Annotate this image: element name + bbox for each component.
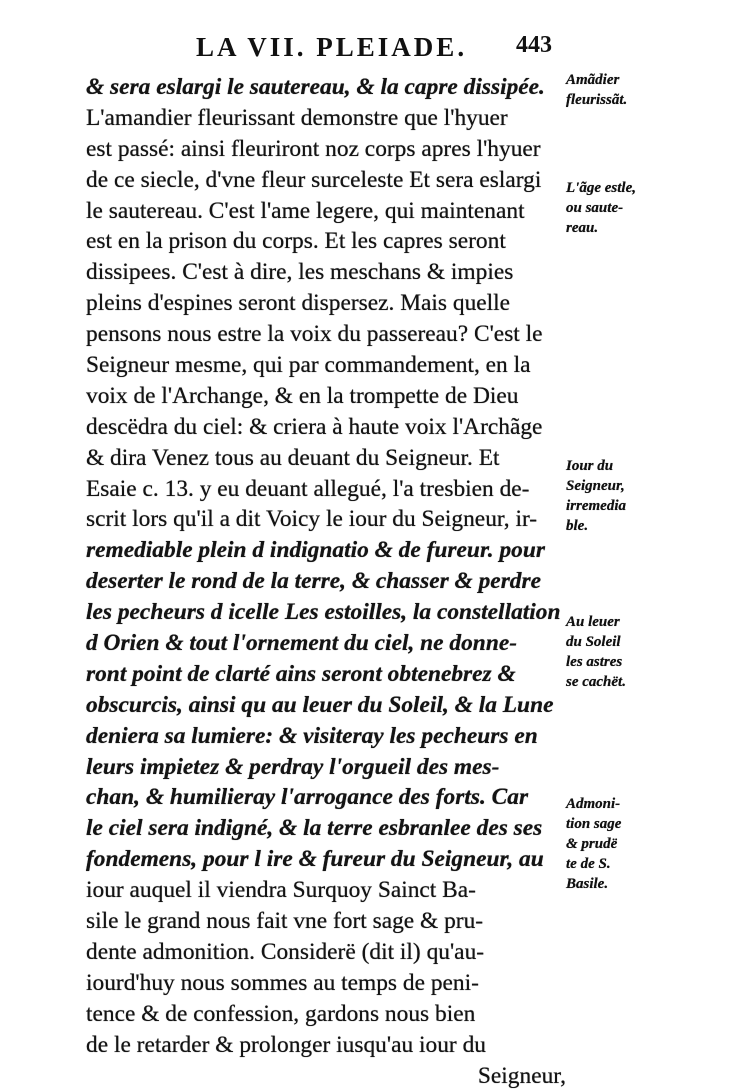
text-line: dissipees. C'est à dire, les meschans & impies bbox=[86, 257, 564, 288]
text-line: chan, & humilieray l'arrogance des forts. Car bbox=[86, 782, 564, 813]
text-line: sile le grand nous fait vne fort sage & pru- bbox=[86, 906, 564, 937]
margin-note-line: Au leuer bbox=[566, 612, 626, 632]
margin-note-line: reau. bbox=[566, 218, 636, 238]
text-line: deniera sa lumiere: & visiteray les pecheurs en bbox=[86, 721, 564, 752]
margin-note-line: ble. bbox=[566, 516, 626, 536]
text-line: & dira Venez tous au deuant du Seigneur. Et bbox=[86, 443, 564, 474]
text-line: Esaie c. 13. y eu deuant allegué, l'a tresbien de- bbox=[86, 474, 564, 505]
text-line: descëdra du ciel: & criera à haute voix l'Archãge bbox=[86, 412, 564, 443]
margin-note-line: du Soleil bbox=[566, 632, 626, 652]
text-line: iour auquel il viendra Surquoy Sainct Ba- bbox=[86, 875, 564, 906]
margin-note-line: te de S. bbox=[566, 854, 621, 874]
margin-note bbox=[566, 178, 636, 238]
text-line: le ciel sera indigné, & la terre esbranlee des ses bbox=[86, 813, 564, 844]
text-line: & sera eslargi le sautereau, & la capre dissipée. bbox=[86, 72, 564, 103]
margin-note-line: Admoni- bbox=[566, 794, 621, 814]
text-line: iourd'huy nous sommes au temps de peni- bbox=[86, 968, 564, 999]
margin-note bbox=[566, 70, 627, 110]
margin-note-line: L'ãge estle, bbox=[566, 178, 636, 198]
running-title: LA VII. PLEIADE. bbox=[196, 32, 467, 63]
margin-note bbox=[566, 456, 626, 536]
text-line: tence & de confession, gardons nous bien bbox=[86, 999, 564, 1030]
text-line: Seigneur mesme, qui par commandement, en la bbox=[86, 350, 564, 381]
margin-note-line: Amãdier bbox=[566, 70, 627, 90]
margin-note-line: Seigneur, bbox=[566, 476, 626, 496]
text-line: L'amandier fleurissant demonstre que l'hyuer bbox=[86, 103, 564, 134]
text-line: est en la prison du corps. Et les capres seront bbox=[86, 226, 564, 257]
text-line: fondemens, pour l ire & fureur du Seigneur, au bbox=[86, 844, 564, 875]
margin-note-line: Basile. bbox=[566, 874, 621, 894]
text-line: pensons nous estre la voix du passereau? C'est le bbox=[86, 319, 564, 350]
text-line: de ce siecle, d'vne fleur surceleste Et sera eslargi bbox=[86, 165, 564, 196]
text-line: leurs impietez & perdray l'orgueil des mes- bbox=[86, 752, 564, 783]
margin-note-line: Iour du bbox=[566, 456, 626, 476]
main-text bbox=[86, 72, 566, 1091]
text-line: scrit lors qu'il a dit Voicy le iour du Seigneur, ir- bbox=[86, 504, 564, 535]
margin-note-line: & prudë bbox=[566, 834, 621, 854]
page-number: 443 bbox=[516, 32, 552, 59]
text-line: deserter le rond de la terre, & chasser & perdre bbox=[86, 566, 564, 597]
text-line: pleins d'espines seront dispersez. Mais quelle bbox=[86, 288, 564, 319]
margin-note-line: les astres bbox=[566, 652, 626, 672]
margin-note-line: irremedia bbox=[566, 496, 626, 516]
text-line: obscurcis, ainsi qu au leuer du Soleil, & la Lune bbox=[86, 690, 564, 721]
text-line: les pecheurs d icelle Les estoilles, la constellation bbox=[86, 597, 564, 628]
margin-note-line: ou saute- bbox=[566, 198, 636, 218]
margin-note bbox=[566, 612, 626, 692]
text-line: dente admonition. Considerë (dit il) qu'au- bbox=[86, 937, 564, 968]
catchword: Seigneur, bbox=[88, 1061, 566, 1091]
text-line: d Orien & tout l'ornement du ciel, ne donne- bbox=[86, 628, 564, 659]
margin-note-line: tion sage bbox=[566, 814, 621, 834]
text-line: est passé: ainsi fleuriront noz corps apres l'hyuer bbox=[86, 134, 564, 165]
margin-note-line: se cachët. bbox=[566, 672, 626, 692]
text-line: de le retarder & prolonger iusqu'au iour du bbox=[86, 1030, 564, 1061]
margin-note bbox=[566, 794, 621, 894]
text-line: ront point de clarté ains seront obtenebrez & bbox=[86, 659, 564, 690]
margin-note-line: fleurissãt. bbox=[566, 90, 627, 110]
text-line: le sautereau. C'est l'ame legere, qui maintenant bbox=[86, 196, 564, 227]
text-line: remediable plein d indignatio & de fureur. pour bbox=[86, 535, 564, 566]
text-line: voix de l'Archange, & en la trompette de Dieu bbox=[86, 381, 564, 412]
